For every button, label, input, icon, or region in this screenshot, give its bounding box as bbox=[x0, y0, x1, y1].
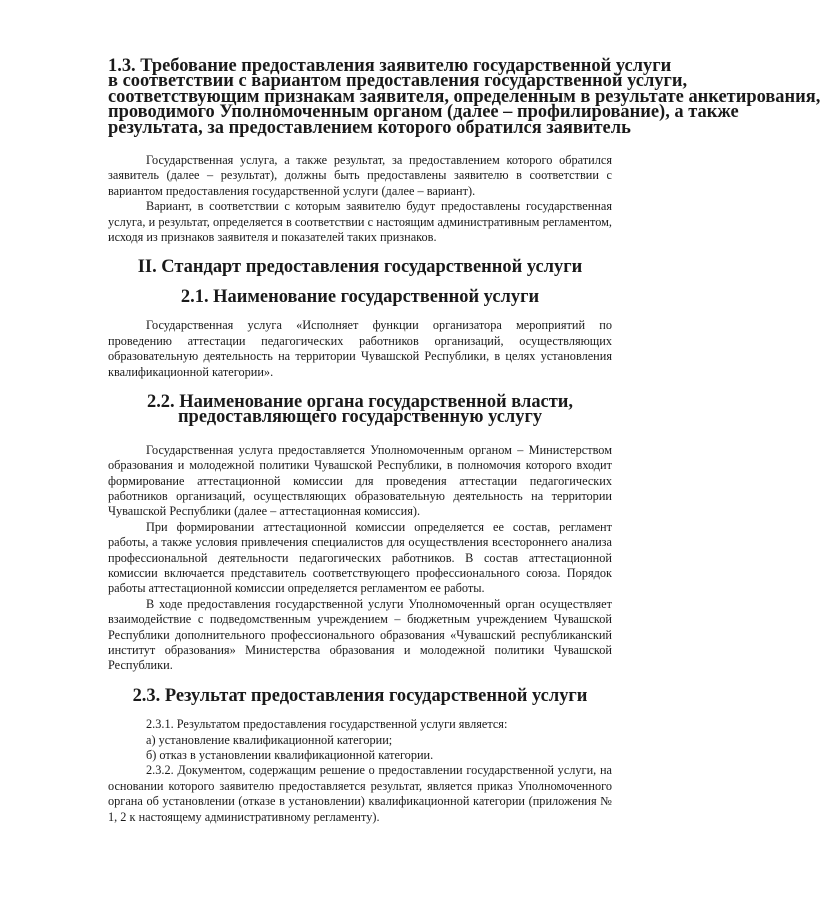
section-1-3-heading bbox=[108, 55, 820, 137]
paragraph: При формировании аттестационной комиссии определяется ее состав, регламент работы, а также условия привлечения специалистов для осуществления всестороннего анализа профессиональной деятельности педагогических работников. В состав аттестационной комиссии включается представитель соответствующего профессионального союза. Порядок работы аттестационной комиссии определяется регламентом ее работы. bbox=[108, 519, 612, 596]
paragraph: 2.3.1. Результатом предоставления государственной услуги является: bbox=[146, 717, 508, 732]
paragraph: 2.3.2. Документом, содержащим решение о предоставлении государственной услуги, на основании которого заявителю предоставляется результат, является приказ Уполномоченного органа об установлении (отказе в установлении) квалификационной категории (приложения № 1, 2 к настоящему административному регламенту). bbox=[108, 763, 612, 824]
heading-line: проводимого Уполномоченным органом (далее – профилирование), а также bbox=[108, 101, 739, 122]
heading-line: 2.2. Наименование органа государственной власти, bbox=[146, 390, 574, 411]
heading-line: в соответствии с вариантом предоставления государственной услуги, bbox=[108, 70, 688, 91]
section-2-1 bbox=[108, 285, 612, 380]
section-2-2-heading bbox=[108, 390, 612, 427]
list-item: б) отказ в установлении квалификационной категории. bbox=[146, 748, 434, 763]
section-2-2 bbox=[108, 390, 612, 674]
heading-line: 1.3. Требование предоставления заявителю государственной услуги bbox=[108, 55, 672, 75]
section-2 bbox=[108, 256, 612, 277]
paragraph: Государственная услуга предоставляется Уполномоченным органом – Министерством образования и молодежной политики Чувашской Республики, в полномочия которого входит формирование аттестационной комиссии для проведения аттестации педагогических работников организаций, осуществляющих образовательную деятельность на территории Чувашской Республики (далее – аттестационная комиссия). bbox=[108, 442, 612, 519]
paragraph: Государственная услуга «Исполняет функции организатора мероприятий по проведению аттестации педагогических работников организаций, осуществляющих образовательную деятельность на территории Чувашской Республики, в целях установления квалификационной категории». bbox=[108, 318, 612, 379]
paragraph: Вариант, в соответствии с которым заявителю будут предоставлены государственная услуга, и результат, определяется в соответствии с настоящим административным регламентом, исходя из признаков заявителя и показателей таких признаков. bbox=[108, 199, 612, 245]
paragraph: Государственная услуга, а также результат, за предоставлением которого обратился заявитель (далее – результат), должны быть предоставлены заявителю в соответствии с вариантом предоставления государственной услуги (далее – вариант). bbox=[108, 153, 612, 198]
heading-line: предоставляющего государственную услугу bbox=[177, 406, 543, 427]
heading-line: результата, за предоставлением которого обратился заявитель bbox=[108, 116, 631, 137]
section-2-heading: II. Стандарт предоставления государственной услуги bbox=[137, 256, 583, 277]
section-2-3-heading: 2.3. Результат предоставления государственной услуги bbox=[132, 684, 588, 705]
heading-line: соответствующим признакам заявителя, определенным в результате анкетирования, bbox=[108, 85, 820, 106]
paragraph: В ходе предоставления государственной услуги Уполномоченный орган осуществляет взаимодействие с подведомственным учреждением – бюджетным учреждением Чувашской Республики дополнительного профессионального образования «Чувашский республиканский институт образования» Министерства образования и молодежной политики Чувашской Республики. bbox=[108, 596, 612, 673]
section-2-3 bbox=[108, 684, 612, 825]
list-item: а) установление квалификационной категории; bbox=[146, 732, 393, 747]
section-1-3 bbox=[108, 55, 820, 245]
document-page bbox=[108, 55, 820, 825]
section-2-1-heading: 2.1. Наименование государственной услуги bbox=[180, 285, 540, 306]
